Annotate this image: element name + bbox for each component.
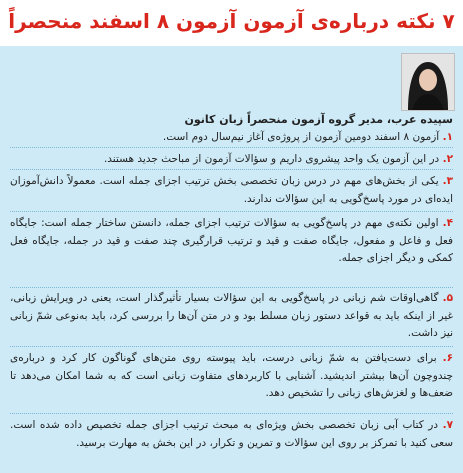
paragraph-number: ۷. [442, 419, 453, 431]
paragraph-text: گاهی‌اوقات شم زبانی در پاسخ‌گویی به این سؤالات بسیار تأثیرگذار است، یعنی در ویرایش زبانی، غیر از اینکه باید به قواعد دستور زبان مسلط بود و در متن آن‌ها را بررسی کرد، باید به‌نوعی شمّ زبانی نیز داشت. [10, 292, 453, 339]
paragraph-4 [10, 215, 453, 268]
paragraph-number: ۴. [442, 217, 453, 229]
divider [10, 211, 453, 212]
paragraph-2 [10, 151, 453, 169]
paragraph-text: برای دست‌یافتن به شمّ زبانی درست، باید پیوسته روی متن‌های گوناگون کار کرد و درباره‌ی چندوچون آن‌ها بیشتر اندیشید. آشنایی با کاربردهای متفاوت زبانی است که به شما امکان می‌دهد تا ضعف‌ها و لغزش‌های زبانی را تشخیص دهد. [10, 352, 453, 399]
divider [10, 169, 453, 170]
article-title: ۷ نکته درباره‌ی آزمون آزمون ۸ اسفند منحصراً [8, 9, 455, 33]
paragraph-text: یکی از بخش‌های مهم در درس زبان تخصصی بخش ترتیب اجزای جمله است. معمولاً دانش‌آموزان ایده‌ای در مورد پاسخ‌گویی به این سؤالات ندارند. [10, 175, 453, 205]
paragraph-number: ۳. [442, 175, 453, 187]
divider [10, 413, 453, 414]
divider [10, 147, 453, 148]
paragraph-text: آزمون ۸ اسفند دومین آزمون از پروژه‌ی آغاز نیم‌سال دوم است. [162, 131, 443, 143]
paragraph-1 [10, 129, 453, 147]
paragraph-6 [10, 350, 453, 403]
author-line: سپیده عرب، مدیر گروه آزمون منحصراً زبان کانون [184, 113, 453, 126]
paragraph-7 [10, 417, 453, 452]
paragraph-number: ۲. [442, 153, 453, 165]
paragraph-text: اولین نکته‌ی مهم در پاسخ‌گویی به سؤالات ترتیب اجزای جمله، دانستن ساختار جمله است: جایگاه فعل و فاعل و مفعول، جایگاه صفت و قید و ترتیب قرارگیری چند صفت و قید در جمله، جایگاه فعل کمکی و دیگر اجزای جمله. [10, 217, 453, 264]
author-portrait-image [402, 54, 454, 110]
author-photo [401, 53, 455, 111]
divider [10, 287, 453, 288]
paragraph-text: در این آزمون یک واحد پیشروی داریم و سؤالات آزمون از مباحث جدید هستند. [103, 153, 443, 165]
paragraph-number: ۶. [442, 352, 453, 364]
paragraph-3 [10, 173, 453, 208]
divider [10, 346, 453, 347]
paragraph-number: ۱. [442, 131, 453, 143]
paragraph-number: ۵. [442, 292, 453, 304]
paragraph-5 [10, 290, 453, 343]
paragraph-text: در کتاب آبی زبان تخصصی بخش ویژه‌ای به مبحث ترتیب اجزای جمله تخصیص داده شده است. سعی کنید با تمرکز بر روی این سؤالات و تمرین و تکرار، در این بخش به مهارت برسید. [10, 419, 453, 449]
